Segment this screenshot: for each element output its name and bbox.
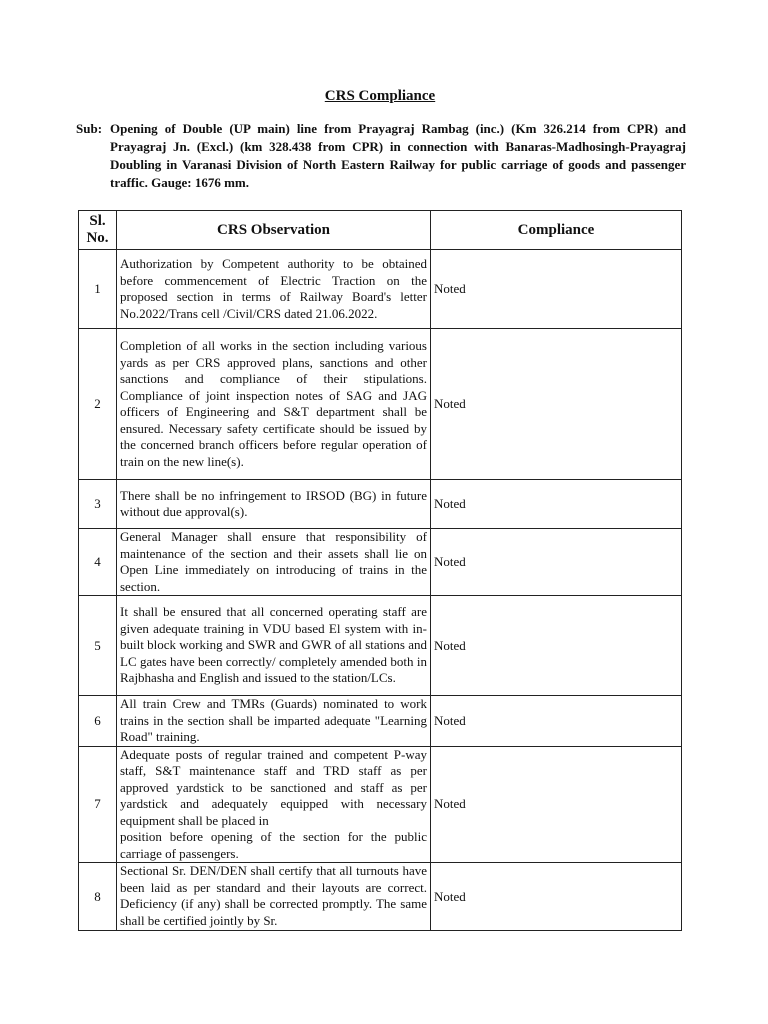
table-row — [79, 529, 682, 596]
table-row — [79, 480, 682, 529]
row-serial: 5 — [79, 596, 117, 696]
row-serial: 8 — [79, 863, 117, 931]
row-serial: 6 — [79, 696, 117, 747]
row-compliance: Noted — [431, 250, 682, 329]
compliance-table — [78, 210, 682, 931]
row-serial: 3 — [79, 480, 117, 529]
row-compliance: Noted — [431, 329, 682, 480]
row-compliance: Noted — [431, 596, 682, 696]
subject-paragraph — [76, 120, 686, 192]
row-compliance: Noted — [431, 529, 682, 596]
document-title: CRS Compliance — [324, 88, 436, 104]
row-compliance: Noted — [431, 696, 682, 747]
table-row — [79, 746, 682, 863]
row-compliance: Noted — [431, 746, 682, 863]
table-row — [79, 863, 682, 931]
row-observation-part1: Adequate posts of regular trained and competent P-way staff, S&T maintenance staff and TRD staff as per approved yardstick to be sanctioned and staff as per yardstick and adequately equipped with necessary equipment shall be placed in — [120, 746, 427, 828]
table-row — [79, 596, 682, 696]
table-row — [79, 329, 682, 480]
row-compliance: Noted — [431, 480, 682, 529]
row-observation: General Manager shall ensure that responsibility of maintenance of the section and their assets shall lie on Open Line immediately on introducing of trains in the section. — [117, 529, 431, 596]
header-sl-line1: Sl. — [89, 213, 106, 229]
header-crs-observation: CRS Observation — [117, 211, 431, 250]
row-serial: 4 — [79, 529, 117, 596]
row-serial: 1 — [79, 250, 117, 329]
row-observation: Authorization by Competent authority to be obtained before commencement of Electric Traction on the proposed section in terms of Railway Board's letter No.2022/Trans cell /Civil/CRS dated 21.06.2022. — [117, 250, 431, 329]
table-header-row — [79, 211, 682, 250]
subject-label: Sub: — [76, 121, 103, 136]
row-serial: 7 — [79, 746, 117, 863]
row-observation — [117, 863, 431, 931]
header-serial-number — [79, 211, 117, 250]
row-compliance: Noted — [431, 863, 682, 931]
row-observation-clip: Sectional Sr. DEN/DEN shall certify that all turnouts have been laid as per standard and their layouts are correct. Deficiency (if any) shall be corrected promptly. The same shall be certified jointly by Sr. — [120, 863, 427, 928]
row-observation: All train Crew and TMRs (Guards) nominated to work trains in the section shall be imparted adequate "Learning Road" training. — [117, 696, 431, 747]
table-row — [79, 696, 682, 747]
row-serial: 2 — [79, 329, 117, 480]
row-observation: It shall be ensured that all concerned operating staff are given adequate training in VDU based El system with in-built block working and SWR and GWR of all stations and LC gates have been correctly/ completely amended both in Rajbhasha and English and issued to the station/LCs. — [117, 596, 431, 696]
row-observation-part2: position before opening of the section for the public carriage of passengers. — [120, 829, 427, 861]
header-compliance: Compliance — [431, 211, 682, 250]
header-sl-line2: No. — [86, 230, 109, 246]
subject-text: Opening of Double (UP main) line from Prayagraj Rambag (inc.) (Km 326.214 from CPR) and Prayagraj Jn. (Excl.) (km 328.438 from CPR) in connection with Banaras-Madhosingh-Prayagraj Doubling in Varanasi Division of North Eastern Railway for public carriage of goods and passenger traffic. Gauge: 1676 mm. — [110, 121, 686, 190]
row-observation — [117, 746, 431, 863]
row-observation: Completion of all works in the section including various yards as per CRS approved plans, sanctions and other sanctions and compliance of their stipulations. Compliance of joint inspection notes of SAG and JAG officers of Engineering and S&T department shall be ensured. Necessary safety certificate should be issued by the concerned branch officers before regular operation of train on the new line(s). — [117, 329, 431, 480]
table-row — [79, 250, 682, 329]
row-observation: There shall be no infringement to IRSOD (BG) in future without due approval(s). — [117, 480, 431, 529]
